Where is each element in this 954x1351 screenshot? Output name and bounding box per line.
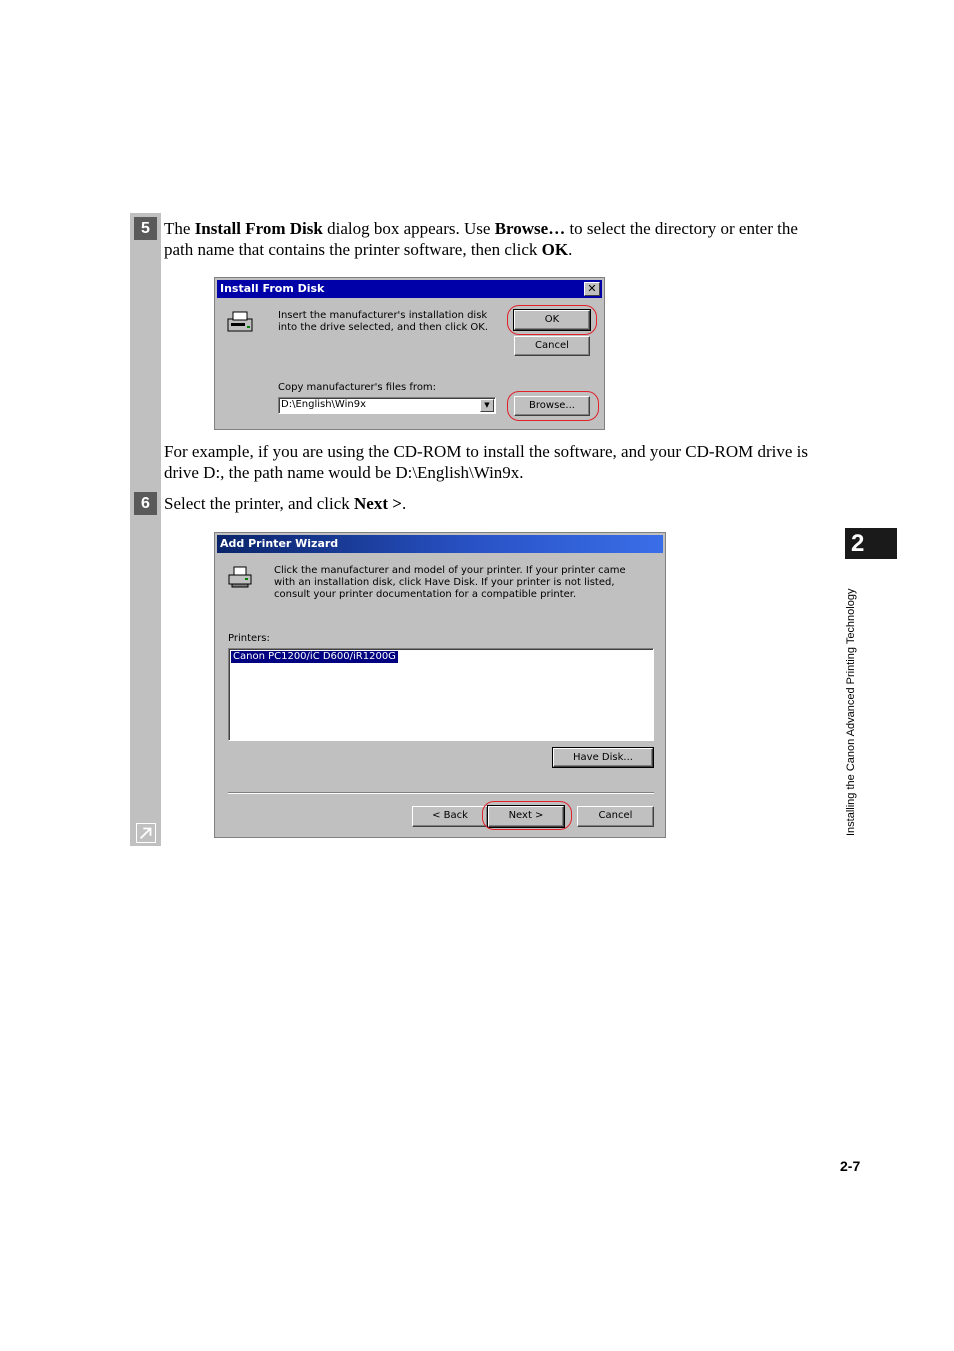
path-combobox[interactable] (278, 397, 496, 414)
next-highlight-ring (482, 801, 572, 830)
cancel-button[interactable]: Cancel (514, 336, 590, 356)
wizard-separator (228, 792, 654, 794)
dialog-title-bar (217, 280, 602, 298)
ok-highlight-ring (507, 305, 597, 335)
close-icon[interactable]: ✕ (584, 282, 600, 296)
browse-button[interactable]: Browse... (514, 396, 590, 416)
chevron-down-icon[interactable]: ▼ (480, 399, 494, 412)
step-5-instruction: The Install From Disk dialog box appears. Use Browse… to select the directory or enter the path name that contains the printer software, then click OK. (164, 219, 798, 259)
chapter-number: 2 (851, 530, 865, 557)
printers-listbox[interactable] (228, 648, 654, 741)
dialog-title: Install From Disk (220, 282, 325, 295)
step-number-5: 5 (134, 217, 157, 240)
step-sidebar (130, 213, 161, 846)
printers-label: Printers: (228, 633, 270, 644)
page-number: 2-7 (840, 1158, 861, 1174)
chapter-title: Installing the Canon Advanced Printing Technology (845, 588, 857, 836)
next-button[interactable]: Next > (488, 806, 564, 827)
have-disk-button[interactable]: Have Disk... (553, 748, 653, 767)
wizard-title: Add Printer Wizard (220, 537, 339, 550)
step-6-instruction: Select the printer, and click Next >. (164, 494, 407, 513)
ok-button[interactable]: OK (514, 310, 590, 330)
install-message: Insert the manufacturer's installation disk into the drive selected, and then click OK. (278, 310, 489, 333)
wizard-message: Click the manufacturer and model of your printer. If your printer came with an installation disk, click Have Disk. If your printer is not listed, consult your printer documentation for a compatible printer. (274, 565, 626, 600)
copy-from-label: Copy manufacturer's files from: (278, 382, 437, 393)
wizard-cancel-button[interactable]: Cancel (577, 806, 654, 827)
printer-list-item[interactable]: Canon PC1200/iC D600/iR1200G (233, 651, 396, 662)
step-number-6: 6 (134, 492, 157, 515)
wizard-title-bar (217, 535, 663, 553)
browse-highlight-ring (507, 391, 599, 421)
continue-arrow-icon (136, 823, 156, 843)
back-button[interactable]: < Back (412, 806, 488, 827)
chapter-tab (845, 528, 897, 559)
disk-drive-icon (227, 311, 253, 333)
install-from-disk-dialog (214, 277, 605, 430)
add-printer-wizard-dialog (214, 532, 666, 838)
path-value: D:\English\Win9x (281, 399, 366, 410)
step-5-example-note: For example, if you are using the CD-ROM to install the software, and your CD-ROM drive is drive D:, the path name would be D:\English\Win9x. (164, 442, 809, 482)
printer-icon (227, 565, 253, 589)
